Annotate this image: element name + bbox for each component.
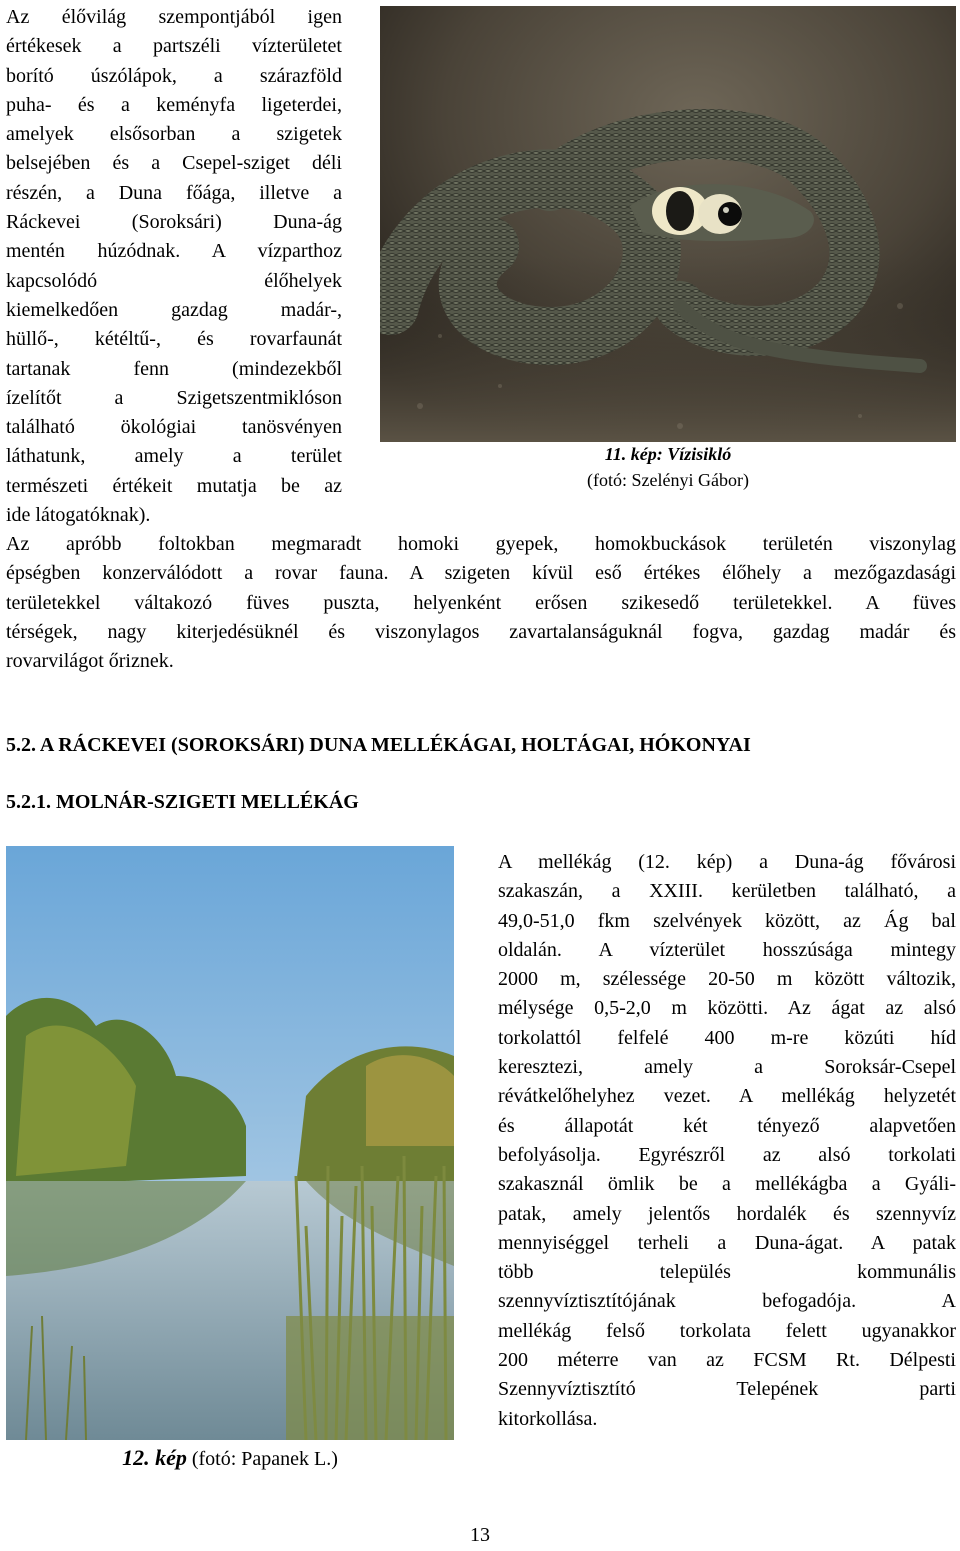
text-line: épségben konzerválódott a rovar fauna. A szigeten kívül eső értékes élőhely a mezőgazdasági [6, 562, 956, 585]
text-line: Ráckevei (Soroksári) Duna-ág [6, 211, 342, 234]
text-line: oldalán. A vízterület hosszúsága mintegy [498, 938, 956, 961]
text-line: puha- és a keményfa ligeterdei, [6, 93, 342, 116]
page-number: 13 [470, 1524, 490, 1546]
text-line: 2000 m, szélessége 20-50 m között változik, [498, 968, 956, 991]
text-line: tartanak fenn (mindezekből [6, 357, 342, 380]
section-heading-5-2: 5.2. A RÁCKEVEI (SOROKSÁRI) DUNA MELLÉKÁGAI, HOLTÁGAI, HÓKONYAI [6, 734, 751, 756]
text-line: kitorkollása. [498, 1407, 598, 1430]
text-line: kapcsolódó élőhelyek [6, 269, 342, 292]
text-line: és állapotát két tényező alapvetően [498, 1114, 956, 1137]
text-line: mellékág felső torkolata felett ugyanakkor [498, 1319, 956, 1342]
text-line: Az élővilág szempontjából igen [6, 6, 342, 28]
text-line: ízelítőt a Szigetszentmiklóson [6, 386, 342, 409]
side-branch-image [6, 846, 454, 1440]
text-line: mentén húzódnak. A vízparthoz [6, 240, 342, 263]
text-line: szennyvíztisztítójának befogadója. A [498, 1290, 956, 1313]
text-line: A mellékág (12. kép) a Duna-ág fővárosi [498, 851, 956, 873]
figure12-credit: (fotó: Papanek L.) [191, 1448, 338, 1470]
section-heading-5-2-1: 5.2.1. MOLNÁR-SZIGETI MELLÉKÁG [6, 791, 359, 813]
text-line: 49,0-51,0 fkm szelvények között, az Ág bal [498, 909, 956, 932]
text-line: Szennyvíztisztító Telepének parti [498, 1378, 956, 1401]
side-branch-photo [6, 846, 454, 1440]
text-line: befolyásolja. Egyrészről az alsó torkolati [498, 1143, 956, 1166]
text-line: rovarvilágot őriznek. [6, 650, 174, 673]
figure12-caption [6, 1445, 454, 1471]
figure11-caption-title: 11. kép: Vízisikló [604, 444, 732, 464]
text-line: szakaszán, a XXIII. kerületben található, a [498, 880, 956, 903]
text-line: térségek, nagy kiterjedésüknél és viszonylagos zavartalanságuknál fogva, gazdag madár és [6, 620, 956, 643]
text-line: belsejében és a Csepel-sziget déli [6, 152, 342, 175]
text-line: szakasznál ömlik be a mellékágba a Gyáli- [498, 1173, 956, 1196]
figure11-caption-credit: (fotó: Szelényi Gábor) [587, 470, 749, 490]
text-line: borító úszólápok, a szárazföld [6, 64, 342, 87]
text-line: mennyiséggel terheli a Duna-ágat. A patak [498, 1231, 956, 1254]
text-line: Az apróbb foltokban megmaradt homoki gyepek, homokbuckások területén viszonylag [6, 533, 956, 555]
grass-snake-image [380, 6, 956, 442]
text-line: ide látogatóknak). [6, 504, 151, 527]
grass-snake-photo [380, 6, 956, 442]
text-line: részén, a Duna főága, illetve a [6, 181, 342, 204]
text-line: láthatunk, amely a terület [6, 445, 342, 468]
text-line: kiemelkedően gazdag madár-, [6, 298, 342, 321]
text-line: torkolattól felfelé 400 m-re közúti híd [498, 1026, 956, 1049]
figure12-label: 12. kép [122, 1445, 187, 1470]
text-line: 200 méterre van az FCSM Rt. Délpesti [498, 1349, 956, 1372]
text-line: értékesek a partszéli vízterületet [6, 35, 342, 58]
side-branch-description [498, 848, 956, 1434]
text-line: hüllő-, kétéltű-, és rovarfaunát [6, 328, 342, 351]
text-line: mélysége 0,5-2,0 m közötti. Az ágat az alsó [498, 997, 956, 1020]
text-line: patak, amely jelentős hordalék és szennyvíz [498, 1202, 956, 1225]
text-line: található ökológiai tanösvényen [6, 416, 342, 439]
text-line: több település kommunális [498, 1261, 956, 1284]
text-line: természeti értékeit mutatja be az [6, 474, 342, 497]
text-line: révátkelőhelyhez vezet. A mellékág helyzetét [498, 1085, 956, 1108]
text-line: amelyek elsősorban a szigetek [6, 123, 342, 146]
text-line: területekkel váltakozó füves puszta, helyenként erősen szikesedő területekkel. A füves [6, 591, 956, 614]
full-width-paragraph [6, 530, 956, 676]
intro-paragraph [6, 3, 342, 530]
text-line: keresztezi, amely a Soroksár-Csepel [498, 1056, 956, 1079]
